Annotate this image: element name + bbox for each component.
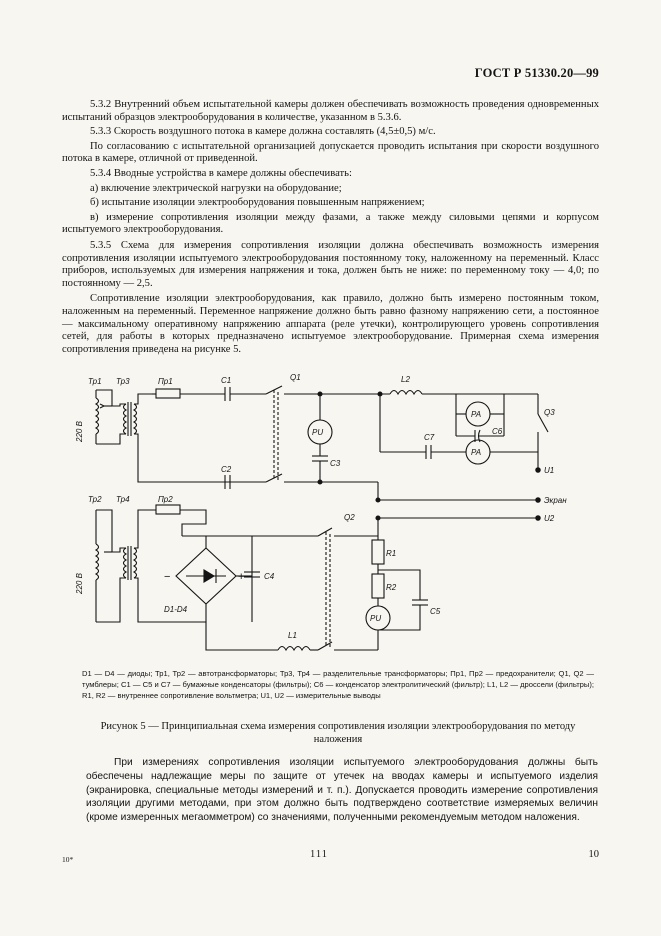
label-c1: C1 (221, 376, 232, 385)
label-tp4: Тр4 (116, 495, 130, 504)
label-l2: L2 (401, 375, 410, 384)
paragraph-protection: При измерениях сопротивления изоляции испытуемого электрооборудования должны быть обеспечены надлежащие меры по защите от утечек на вводах камеры и испытуемого изделия (экранировка, специальные методы измерений и т. п.). Допускается проводить измерение сопротивления изоляции другими методами, при этом должно быть подтверждено соответствие измеряемых величин (кроме измеренных мегаомметром) со значениями, полученными рекомендуемым методом наложения. (86, 757, 598, 824)
autotransformer-tp2 (96, 510, 112, 622)
fuse-pr1 (156, 389, 180, 398)
label-pa-upper: PA (471, 410, 482, 419)
label-220v-upper: 220 В (75, 421, 84, 442)
choke-l1 (278, 647, 310, 651)
body-text (62, 99, 599, 358)
list-item-b: б) испытание изоляции электрооборудования повышенным напряжением; (90, 197, 425, 209)
label-plus: + (238, 571, 245, 583)
label-u1: U1 (544, 466, 555, 475)
label-pr2: Пр2 (158, 495, 173, 504)
footer-signature-mark: 10* (62, 855, 74, 864)
page-number: 10 (588, 849, 599, 860)
figure-legend: D1 — D4 — диоды; Тр1, Тр2 — автотрансформаторы; Тр3, Тр4 — разделительные трансформаторы; Пр1, Пр2 — предохранители; Q1, Q2 — тумблеры; C1 — C5 и C7 — бумажные конденсаторы (фильтры); C6 — конденсатор электролитический (фильтр); L1, L2 — дроссели (фильтры); R1, R2 — внутреннее сопротивление вольтметра; U1, U2 — измерительные выводы (82, 669, 594, 700)
label-r1: R1 (386, 549, 397, 558)
label-c2: C2 (221, 465, 232, 474)
label-pu-lower: PU (370, 614, 382, 623)
label-tp3: Тр3 (116, 377, 130, 386)
label-l1: L1 (288, 631, 297, 640)
footer-sheet-number: 111 (310, 849, 328, 860)
terminal-ekran (536, 498, 540, 502)
label-pr1: Пр1 (158, 377, 173, 386)
label-pu-upper: PU (312, 428, 324, 437)
label-d1-d4: D1-D4 (164, 605, 188, 614)
paragraph-5-3-3: 5.3.3 Скорость воздушного потока в камере должна составлять (4,5±0,5) м/с. (90, 126, 436, 138)
label-u2: U2 (544, 514, 555, 523)
label-q3: Q3 (544, 408, 555, 417)
label-c5: C5 (430, 607, 441, 616)
list-item-a: а) включение электрической нагрузки на оборудование; (90, 182, 342, 194)
choke-l2 (390, 391, 422, 395)
paragraph-5-3-2: 5.3.2 Внутренний объем испытательной камеры должен обеспечивать возможность проведения одновременных испытаний образцов электрооборудования в количестве, указанном в 5.3.6. (62, 99, 599, 123)
label-c6: C6 (492, 427, 503, 436)
label-pa-lower: PA (471, 448, 482, 457)
paragraph-agreement: По согласованию с испытательной организацией допускается проводить испытания при скорости воздушного потока в камере, отличной от приведенной. (62, 140, 599, 165)
label-tp1: Тр1 (88, 377, 102, 386)
autotransformer-tp1 (96, 390, 112, 444)
label-q1: Q1 (290, 373, 301, 382)
label-tp2: Тр2 (88, 495, 102, 504)
label-r2: R2 (386, 583, 397, 592)
label-220v-lower: 220 В (75, 573, 84, 594)
paragraph-resistance: Сопротивление изоляции электрооборудования, как правило, должно быть измерено постоянным током, наложенным на переменный. Переменное напряжение должно быть равно фазному напряжению сети, а постоянное — максимальному оперативному напряжению аппарата (реле утечки), контролирующего уровень сопротивления сетей, для работы в которых предназначено испытуемое электрооборудование. Примерная схема измерения сопротивления приведена на рисунке 5. (62, 293, 599, 355)
resistor-r2 (372, 574, 384, 598)
label-minus: − (164, 571, 171, 583)
transformer-tp3 (124, 402, 137, 436)
transformer-tp4 (124, 546, 137, 580)
list-item-v: в) измерение сопротивления изоляции между фазами, а также между силовыми цепями и корпусом испытуемого электрооборудования. (62, 211, 599, 236)
paragraph-5-3-4: 5.3.4 Вводные устройства в камере должны обеспечивать: (90, 167, 352, 179)
label-q2: Q2 (344, 513, 355, 522)
terminal-u2 (536, 516, 540, 520)
terminal-u1 (536, 468, 540, 472)
circuit-diagram (68, 360, 598, 660)
closing-text (86, 756, 598, 825)
label-c7: C7 (424, 433, 435, 442)
diode-bridge-d1-d4 (176, 548, 236, 604)
paragraph-5-3-5: 5.3.5 Схема для измерения сопротивления изоляции должна обеспечивать возможность измерения сопротивления изоляции испытуемого электрооборудования постоянному току, наложенному на переменный. Класс приборов, используемых для измерения напряжения и тока, должен быть не ниже: по переменному току — 4,0; по постоянному — 2,5. (62, 239, 599, 289)
label-ekran: Экран (544, 496, 567, 505)
resistor-r1 (372, 540, 384, 564)
label-c4: C4 (264, 572, 275, 581)
label-c3: C3 (330, 459, 341, 468)
fuse-pr2 (156, 505, 180, 514)
figure-caption: Рисунок 5 — Принципиальная схема измерения сопротивления изоляции электрооборудования по методу наложения (100, 721, 576, 745)
document-code: ГОСТ Р 51330.20—99 (474, 66, 599, 80)
